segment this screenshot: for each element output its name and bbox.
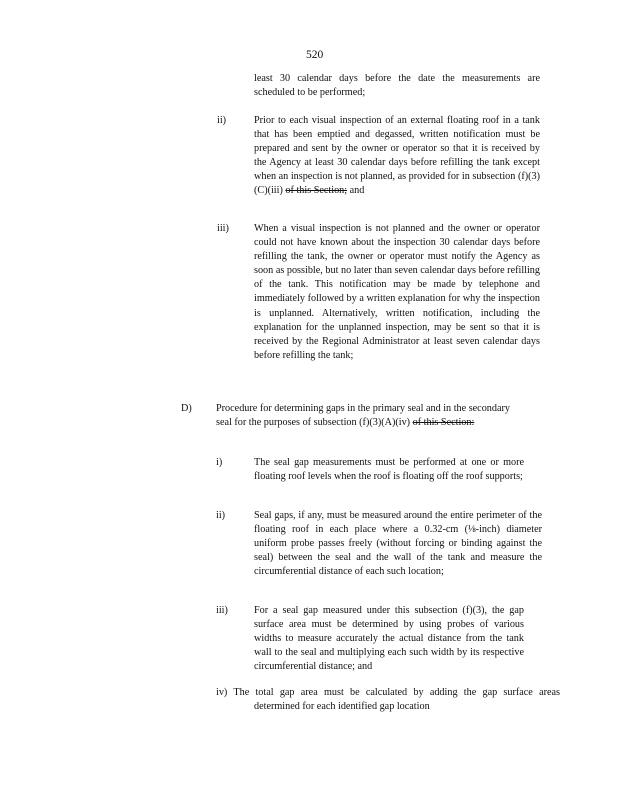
item-D-marker: D) — [181, 403, 192, 414]
item-D-iv-text: The total gap area must be calculated by adding the gap surface areas determined for each identified gap location — [233, 687, 560, 713]
item-ii-marker: ii) — [217, 115, 227, 126]
item-ii-paragraph — [254, 114, 540, 199]
item-D-i-paragraph: The seal gap measurements must be performed at one or more floating roof levels when the roof is floating off the roof supports; — [254, 457, 524, 483]
item-D-iii-paragraph: For a seal gap measured under this subsection (f)(3), the gap surface area must be determined by using probes of various widths to measure accurately the actual distance from the tank wall to the seal and multiplying each such width by its respective circumferential distance; and — [254, 605, 524, 673]
item-D-ii-paragraph: Seal gaps, if any, must be measured around the entire perimeter of the floating roof in each place where a 0.32-cm (⅛-inch) diameter uniform probe passes freely (without forcing or binding against the seal) between the seal and the wall of the tank and measure the circumferential distance of each such location; — [254, 510, 542, 578]
item-ii-text-end: and — [349, 185, 365, 197]
continuation-paragraph: least 30 calendar days before the date the measurements are scheduled to be performed; — [254, 73, 540, 99]
item-D-iv-marker: iv) — [216, 687, 228, 698]
item-D-struck-text: of this Section: — [412, 417, 475, 429]
item-D-iv-paragraph — [216, 686, 560, 714]
item-D-paragraph — [216, 402, 510, 430]
page-number: 520 — [306, 49, 324, 61]
item-D-text: Procedure for determining gaps in the primary seal and in the secondary seal for the purposes of subsection (f)(3)(A)(iv) — [216, 403, 510, 429]
item-D-i-marker: i) — [216, 457, 223, 468]
item-iii-marker: iii) — [217, 223, 229, 234]
item-ii-text: Prior to each visual inspection of an external floating roof in a tank that has been emptied and degassed, written notification must be prepared and sent by the owner or operator so that it is received by the Agency at least 30 calendar days before refilling the tank except when an inspection is not planned, as provided for in subsection (f)(3)(C)(iii) — [254, 115, 540, 197]
item-D-iii-marker: iii) — [216, 605, 228, 616]
item-D-ii-marker: ii) — [216, 510, 226, 521]
item-ii-struck-text: of this Section; — [285, 185, 348, 197]
item-iii-paragraph: When a visual inspection is not planned and the owner or operator could not have known about the inspection 30 calendar days before refilling the tank, the owner or operator must notify the Agency as soon as possible, but no later than seven calendar days before refilling of the tank. This notification may be made by telephone and immediately followed by a written explanation for why the inspection is unplanned. Alternatively, written notification, including the explanation for the unplanned inspection, may be sent so that it is received by the Regional Administrator at least seven calendar days before refilling the tank; — [254, 223, 540, 361]
